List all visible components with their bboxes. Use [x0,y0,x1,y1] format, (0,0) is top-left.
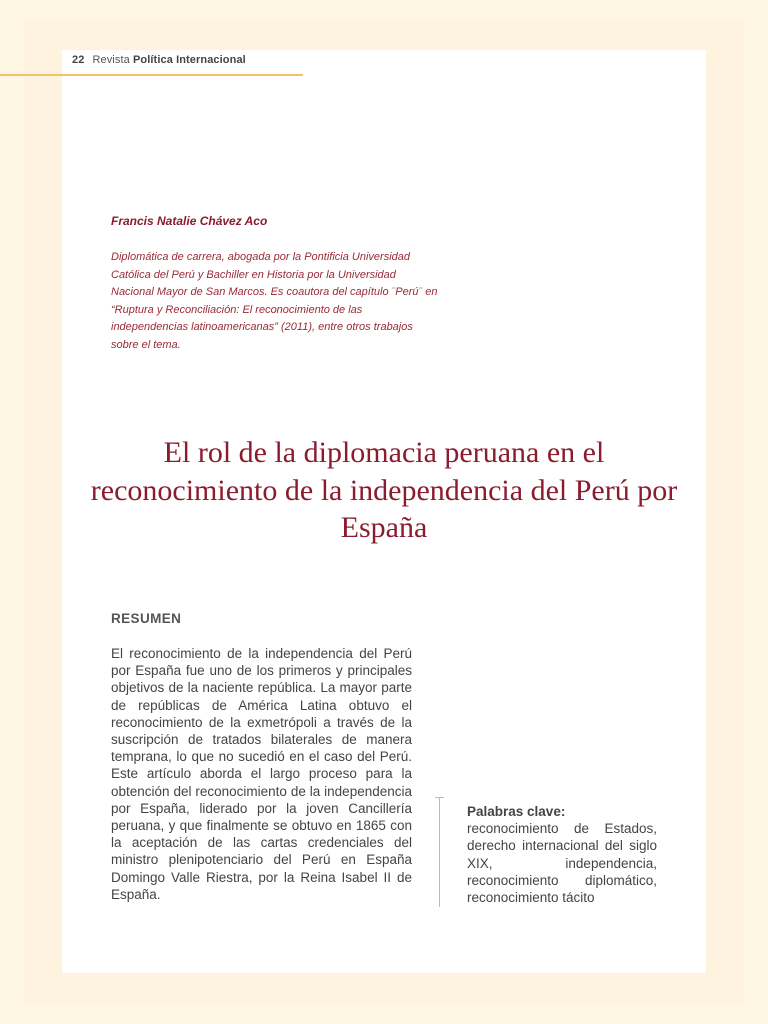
journal-prefix: Revista [92,54,130,66]
column-divider [439,797,440,907]
keywords-text: reconocimiento de Estados, derecho internacional del siglo XIX, independencia, reconocimiento diplomático, reconocimiento tácito [467,821,657,906]
page-number: 22 [72,54,85,66]
keywords-block [467,803,657,906]
abstract-body: El reconocimiento de la independencia del Perú por España fue uno de los primeros y principales objetivos de la naciente república. La mayor parte de repúblicas de América Latina obtuvo el reconocimiento de la exmetrópoli a través de la suscripción de tratados bilaterales de manera temprana, lo que no sucedió en el caso del Perú. Este artículo aborda el largo proceso para la obtención del reconocimiento de la independencia por España, liderado por la joven Cancillería peruana, y que finalmente se obtuvo en 1865 con la aceptación de las cartas credenciales del ministro plenipotenciario del Perú en España Domingo Valle Riestra, por la Reina Isabel II de España. [111,646,412,902]
header-rule [0,74,303,76]
keywords-label: Palabras clave: [467,804,566,819]
author-bio: Diplomática de carrera, abogada por la Pontificia Universidad Católica del Perú y Bachiller en Historia por la Universidad Nacional Mayor de San Marcos. Es coautora del capítulo ¨Perú¨ en “Ruptura y Reconciliación: El reconocimiento de las independencias latinoamericanas” (2011), entre otros trabajos sobre el tema. [111,251,438,351]
journal-name: Política Internacional [132,54,246,66]
author-name: Francis Natalie Chávez Aco [111,214,268,228]
article-title: El rol de la diplomacia peruana en el reconocimiento de la independencia del Perú por España [90,436,678,544]
running-head [72,54,246,66]
abstract-heading: RESUMEN [111,611,182,626]
